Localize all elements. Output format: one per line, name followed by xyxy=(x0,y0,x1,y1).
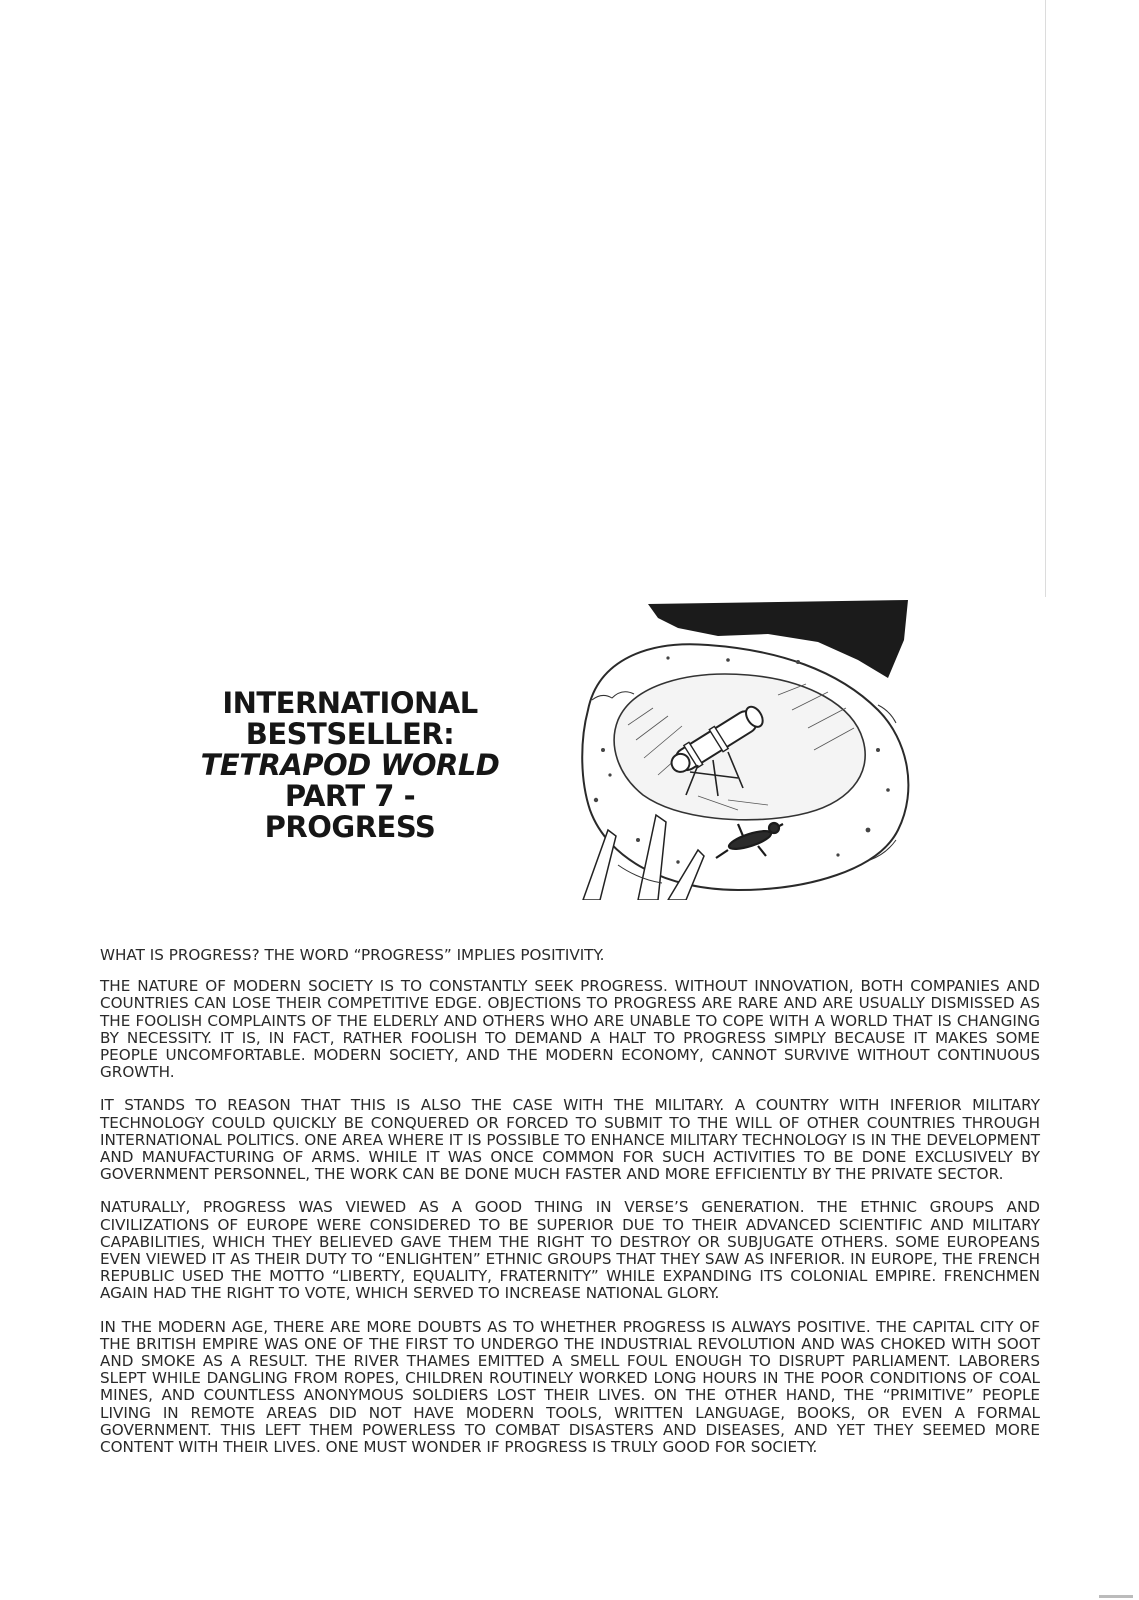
article-paragraph-4: IN THE MODERN AGE, THERE ARE MORE DOUBTS AS TO WHETHER PROGRESS IS ALWAYS POSITIVE. THE CAPITAL CITY OF THE BRITISH EMPIRE WAS ONE OF THE FIRST TO UNDERGO THE INDUSTRIAL REVOLUTION AND WAS CHOKED WITH SOOT AND SMOKE AS A RESULT. THE RIVER THAMES EMITTED A SMELL FOUL ENOUGH TO DISRUPT PARLIAMENT. LABORERS SLEPT WHILE DANGLING FROM ROPES, CHILDREN ROUTINELY WORKED LONG HOURS IN THE POOR CONDITIONS OF COAL MINES, AND COUNTLESS ANONYMOUS SOLDIERS LOST THEIR LIVES. ON THE OTHER HAND, THE “PRIMITIVE” PEOPLE LIVING IN REMOTE AREAS DID NOT HAVE MODERN TOOLS, WRITTEN LANGUAGE, BOOKS, OR EVEN A FORMAL GOVERNMENT. THIS LEFT THEM POWERLESS TO COMBAT DISASTERS AND DISEASES, AND YET THEY SEEMED MORE CONTENT WITH THEIR LIVES. ONE MUST WONDER IF PROGRESS IS TRULY GOOD FOR SOCIETY. xyxy=(100,1317,1040,1457)
article-lead: WHAT IS PROGRESS? THE WORD “PROGRESS” IMPLIES POSITIVITY. xyxy=(100,946,605,964)
article-paragraph-2: IT STANDS TO REASON THAT THIS IS ALSO THE CASE WITH THE MILITARY. A COUNTRY WITH INFERIOR MILITARY TECHNOLOGY COULD QUICKLY BE CONQUERED OR FORCED TO SUBMIT TO THE WILL OF OTHER COUNTRIES THROUGH INTERNATIONAL POLITICS. ONE AREA WHERE IT IS POSSIBLE TO ENHANCE MILITARY TECHNOLOGY IS IN THE DEVELOPMENT AND MANUFACTURING OF ARMS. WHILE IT WAS ONCE COMMON FOR SUCH ACTIVITIES TO BE DONE EXCLUSIVELY BY GOVERNMENT PERSONNEL, THE WORK CAN BE DONE MUCH FASTER AND MORE EFFICIENTLY BY THE PRIVATE SECTOR. xyxy=(100,1096,1041,1184)
article-paragraph-1: THE NATURE OF MODERN SOCIETY IS TO CONSTANTLY SEEK PROGRESS. WITHOUT INNOVATION, BOTH COMPANIES AND COUNTRIES CAN LOSE THEIR COMPETITIVE EDGE. OBJECTIONS TO PROGRESS ARE RARE AND ARE USUALLY DISMISSED AS THE FOOLISH COMPLAINTS OF THE ELDERLY AND OTHERS WHO ARE UNABLE TO COPE WITH A WORLD THAT IS CHANGING BY NECESSITY. IT IS, IN FACT, RATHER FOOLISH TO DEMAND A HALT TO PROGRESS SIMPLY BECAUSE IT MAKES SOME PEOPLE UNCOMFORTABLE. MODERN SOCIETY, AND THE MODERN ECONOMY, CANNOT SURVIVE WITHOUT CONTINUOUS GROWTH. xyxy=(100,977,1040,1082)
title-line-1: INTERNATIONAL xyxy=(222,686,478,720)
title-line-2: BESTSELLER: xyxy=(245,717,455,751)
title-line-4: PART 7 - xyxy=(284,779,416,813)
page-gutter-line xyxy=(1045,0,1046,597)
crater-cannon-illustration xyxy=(578,600,928,900)
article-body xyxy=(100,947,1040,1472)
article-paragraph-3: NATURALLY, PROGRESS WAS VIEWED AS A GOOD THING IN VERSE’S GENERATION. THE ETHNIC GROUPS AND CIVILIZATIONS OF EUROPE WERE CONSIDERED TO BE SUPERIOR DUE TO THEIR ADVANCED SCIENTIFIC AND MILITARY CAPABILITIES, WHICH THEY BELIEVED GAVE THEM THE RIGHT TO DESTROY OR SUBJUGATE OTHERS. SOME EUROPEANS EVEN VIEWED IT AS THEIR DUTY TO “ENLIGHTEN” ETHNIC GROUPS THAT THEY SAW AS INFERIOR. IN EUROPE, THE FRENCH REPUBLIC USED THE MOTTO “LIBERTY, EQUALITY, FRATERNITY” WHILE EXPANDING ITS COLONIAL EMPIRE. FRENCHMEN AGAIN HAD THE RIGHT TO VOTE, WHICH SERVED TO INCREASE NATIONAL GLORY. xyxy=(100,1198,1040,1303)
title-line-3: TETRAPOD WORLD xyxy=(200,748,500,782)
article-title xyxy=(200,688,500,843)
corner-scan-mark xyxy=(1099,1595,1133,1598)
title-line-5: PROGRESS xyxy=(264,810,436,844)
